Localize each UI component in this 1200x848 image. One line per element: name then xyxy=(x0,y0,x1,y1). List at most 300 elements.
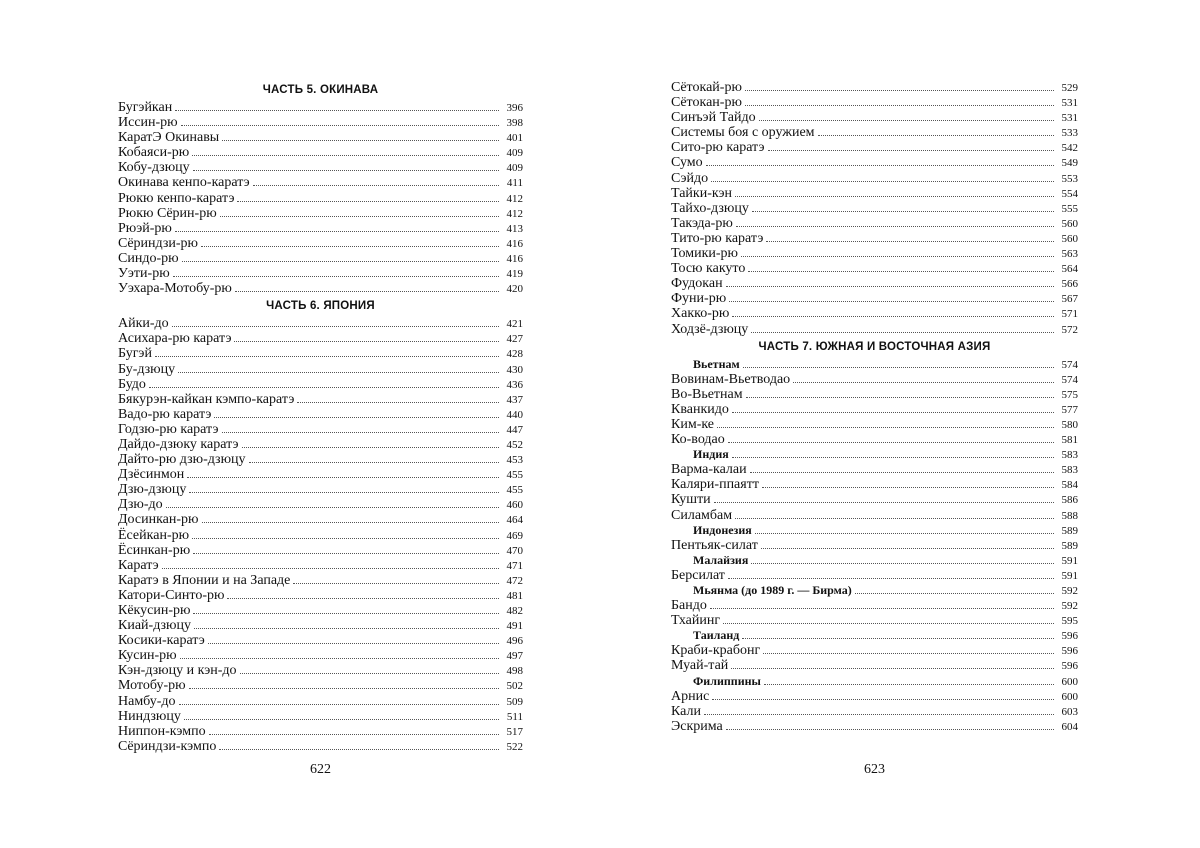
entry-title: Тхайинг xyxy=(671,613,721,629)
toc-entry xyxy=(118,206,523,221)
right-toc xyxy=(671,80,1078,734)
toc-entry xyxy=(671,508,1078,523)
entry-title: Годзю-рю каратэ xyxy=(118,421,219,437)
entry-title: Сёриндзи-рю xyxy=(118,235,198,251)
toc-entry xyxy=(671,568,1078,583)
dot-leader xyxy=(745,86,1054,91)
dot-leader xyxy=(222,428,500,433)
toc-entry xyxy=(671,246,1078,261)
toc-entry xyxy=(671,155,1078,170)
entry-page-number: 455 xyxy=(506,484,523,497)
country-subheading xyxy=(671,447,1078,462)
entry-title: Фудокан xyxy=(671,276,723,292)
entry-page-number: 409 xyxy=(506,147,523,160)
toc-entry xyxy=(118,100,523,115)
entry-title: Ким-ке xyxy=(671,416,715,432)
toc-entry xyxy=(671,689,1078,704)
entry-title: Бандо xyxy=(671,598,707,614)
entry-page-number: 586 xyxy=(1061,494,1078,507)
entry-page-number: 411 xyxy=(506,177,523,190)
toc-entry xyxy=(118,130,523,145)
toc-entry xyxy=(671,643,1078,658)
entry-page-number: 542 xyxy=(1061,142,1078,155)
dot-leader xyxy=(240,669,500,674)
dot-leader xyxy=(180,654,499,659)
entry-title: Эскрима xyxy=(671,718,723,734)
dot-leader xyxy=(728,574,1054,579)
entry-title: Бу-дзюцу xyxy=(118,361,176,377)
toc-entry xyxy=(118,422,523,437)
dot-leader xyxy=(710,604,1054,609)
entry-page-number: 600 xyxy=(1061,675,1078,688)
entry-title: Системы боя с оружием xyxy=(671,125,815,141)
dot-leader xyxy=(736,222,1054,227)
toc-entry xyxy=(118,663,523,678)
dot-leader xyxy=(726,282,1054,287)
entry-page-number: 583 xyxy=(1061,464,1078,477)
entry-title: Бугэй xyxy=(118,346,152,362)
toc-entry xyxy=(671,110,1078,125)
toc-entry xyxy=(671,538,1078,553)
entry-page-number: 471 xyxy=(506,559,523,572)
entry-page-number: 502 xyxy=(506,680,523,693)
entry-page-number: 409 xyxy=(506,162,523,175)
entry-title: Берсилат xyxy=(671,567,725,583)
dot-leader xyxy=(201,242,499,247)
entry-title: Дайдо-дзюку каратэ xyxy=(118,436,239,452)
toc-entry xyxy=(118,724,523,739)
toc-entry xyxy=(118,191,523,206)
entry-title: Намбу-до xyxy=(118,693,176,709)
toc-entry xyxy=(118,633,523,648)
dot-leader xyxy=(742,634,1054,639)
dot-leader xyxy=(175,227,499,232)
toc-entry xyxy=(118,236,523,251)
toc-entry xyxy=(118,543,523,558)
entry-page-number: 401 xyxy=(506,132,523,145)
dot-leader xyxy=(717,423,1054,428)
entry-page-number: 497 xyxy=(506,650,523,663)
dot-leader xyxy=(179,700,499,705)
dot-leader xyxy=(759,116,1054,121)
dot-leader xyxy=(178,368,499,373)
entry-title: Сётокан-рю xyxy=(671,95,742,111)
entry-title: Малайзия xyxy=(693,552,749,567)
dot-leader xyxy=(189,488,499,493)
dot-leader xyxy=(194,624,499,629)
entry-title: Дзю-до xyxy=(118,497,163,513)
dot-leader xyxy=(855,589,1054,594)
dot-leader xyxy=(704,710,1054,715)
entry-page-number: 419 xyxy=(506,268,523,281)
entry-title: Кванкидо xyxy=(671,401,729,417)
country-subheading xyxy=(671,553,1078,568)
dot-leader xyxy=(242,443,499,448)
entry-title: Сэйдо xyxy=(671,170,709,186)
entry-title: Досинкан-рю xyxy=(118,512,199,528)
entry-page-number: 533 xyxy=(1061,127,1078,140)
page-number-right: 623 xyxy=(864,762,885,777)
toc-entry xyxy=(671,492,1078,507)
dot-leader xyxy=(293,579,499,584)
toc-entry xyxy=(671,95,1078,110)
toc-entry xyxy=(671,387,1078,402)
entry-page-number: 596 xyxy=(1061,660,1078,673)
dot-leader xyxy=(192,534,499,539)
entry-page-number: 469 xyxy=(506,529,523,542)
dot-leader xyxy=(227,594,499,599)
dot-leader xyxy=(193,549,499,554)
toc-entry xyxy=(671,291,1078,306)
entry-page-number: 472 xyxy=(506,574,523,587)
dot-leader xyxy=(297,398,499,403)
entry-title: Филиппины xyxy=(693,673,761,688)
entry-title: Кобу-дзюцу xyxy=(118,160,190,176)
entry-title: Сумо xyxy=(671,155,703,171)
entry-title: Рюкю Сёрин-рю xyxy=(118,205,217,221)
entry-page-number: 498 xyxy=(506,665,523,678)
toc-entry xyxy=(118,362,523,377)
dot-leader xyxy=(768,146,1054,151)
toc-entry xyxy=(671,186,1078,201)
entry-title: Ходзё-дзюцу xyxy=(671,321,749,337)
dot-leader xyxy=(731,664,1054,669)
dot-leader xyxy=(761,544,1054,549)
toc-entry xyxy=(118,377,523,392)
entry-title: Ко-водао xyxy=(671,432,725,448)
dot-leader xyxy=(193,609,499,614)
toc-entry xyxy=(118,452,523,467)
entry-page-number: 591 xyxy=(1061,554,1078,567)
entry-page-number: 592 xyxy=(1061,585,1078,597)
dot-leader xyxy=(253,181,499,186)
entry-page-number: 531 xyxy=(1061,112,1078,125)
entry-title: Иссин-рю xyxy=(118,115,178,131)
entry-page-number: 496 xyxy=(506,635,523,648)
entry-page-number: 509 xyxy=(506,695,523,708)
dot-leader xyxy=(181,121,499,126)
entry-page-number: 575 xyxy=(1061,388,1078,401)
entry-title: Мотобу-рю xyxy=(118,678,186,694)
toc-entry xyxy=(118,648,523,663)
dot-leader xyxy=(755,529,1054,534)
entry-title: Каляри-ппаятт xyxy=(671,477,759,493)
entry-page-number: 563 xyxy=(1061,248,1078,261)
entry-title: Кушти xyxy=(671,492,711,508)
dot-leader xyxy=(793,378,1054,383)
entry-title: Синдо-рю xyxy=(118,250,179,266)
entry-title: КаратЭ Окинавы xyxy=(118,130,220,146)
toc-entry xyxy=(118,175,523,190)
entry-page-number: 603 xyxy=(1061,705,1078,718)
toc-entry xyxy=(118,221,523,236)
toc-entry xyxy=(671,125,1078,140)
dot-leader xyxy=(728,438,1054,443)
dot-leader xyxy=(237,197,499,202)
entry-page-number: 588 xyxy=(1061,509,1078,522)
entry-page-number: 591 xyxy=(1061,569,1078,582)
dot-leader xyxy=(748,267,1054,272)
entry-page-number: 416 xyxy=(506,252,523,265)
dot-leader xyxy=(745,101,1054,106)
entry-page-number: 396 xyxy=(506,102,523,114)
entry-title: Бугэйкан xyxy=(118,100,173,115)
entry-title: Тайхо-дзюцу xyxy=(671,200,749,216)
entry-page-number: 572 xyxy=(1061,323,1078,336)
entry-title: Каратэ в Японии и на Западе xyxy=(118,572,291,588)
entry-page-number: 412 xyxy=(506,207,523,220)
toc-entry xyxy=(118,573,523,588)
entry-title: Индонезия xyxy=(693,522,752,537)
entry-page-number: 491 xyxy=(506,620,523,633)
entry-page-number: 455 xyxy=(506,469,523,482)
toc-entry xyxy=(671,231,1078,246)
dot-leader xyxy=(222,136,499,141)
entry-page-number: 531 xyxy=(1061,97,1078,110)
entry-title: Пентьяк-силат xyxy=(671,537,758,553)
entry-page-number: 470 xyxy=(506,544,523,557)
entry-title: Уэти-рю xyxy=(118,266,170,282)
dot-leader xyxy=(219,745,499,750)
dot-leader xyxy=(762,483,1054,488)
toc-entry xyxy=(671,462,1078,477)
toc-entry xyxy=(671,402,1078,417)
toc-entry xyxy=(671,171,1078,186)
dot-leader xyxy=(729,297,1054,302)
entry-title: Индия xyxy=(693,447,729,462)
entry-page-number: 574 xyxy=(1061,358,1078,371)
toc-entry xyxy=(118,528,523,543)
dot-leader xyxy=(208,639,499,644)
entry-page-number: 589 xyxy=(1061,539,1078,552)
entry-page-number: 554 xyxy=(1061,187,1078,200)
entry-title: Силамбам xyxy=(671,507,733,523)
entry-title: Бякурэн-кайкан кэмпо-каратэ xyxy=(118,391,295,407)
toc-entry xyxy=(671,704,1078,719)
entry-page-number: 584 xyxy=(1061,479,1078,492)
entry-title: Рюэй-рю xyxy=(118,220,172,236)
entry-title: Кусин-рю xyxy=(118,648,177,664)
dot-leader xyxy=(706,161,1054,166)
dot-leader xyxy=(192,151,499,156)
country-subheading xyxy=(671,674,1078,689)
entry-title: Кёкусин-рю xyxy=(118,603,191,618)
dot-leader xyxy=(173,272,499,277)
entry-page-number: 482 xyxy=(506,605,523,617)
entry-page-number: 577 xyxy=(1061,403,1078,416)
entry-page-number: 604 xyxy=(1061,720,1078,733)
entry-page-number: 592 xyxy=(1061,600,1078,613)
toc-entry xyxy=(118,437,523,452)
dot-leader xyxy=(732,312,1054,317)
entry-page-number: 595 xyxy=(1061,615,1078,628)
toc-entry xyxy=(118,497,523,512)
country-subheading xyxy=(671,357,1078,372)
dot-leader xyxy=(741,252,1054,257)
dot-leader xyxy=(726,725,1054,730)
entry-title: Арнис xyxy=(671,688,710,704)
dot-leader xyxy=(735,514,1054,519)
entry-page-number: 567 xyxy=(1061,293,1078,306)
entry-page-number: 416 xyxy=(506,237,523,250)
section-heading: ЧАСТЬ 7. ЮЖНАЯ И ВОСТОЧНАЯ АЗИЯ xyxy=(758,340,991,353)
dot-leader xyxy=(723,619,1054,624)
entry-page-number: 517 xyxy=(506,725,523,738)
entry-title: Дайто-рю дзю-дзюцу xyxy=(118,452,246,468)
dot-leader xyxy=(220,212,499,217)
entry-page-number: 589 xyxy=(1061,524,1078,537)
toc-entry xyxy=(118,145,523,160)
entry-title: Краби-крабонг xyxy=(671,643,761,659)
toc-entry xyxy=(671,613,1078,628)
entry-title: Катори-Синто-рю xyxy=(118,587,225,603)
entry-title: Вадо-рю каратэ xyxy=(118,406,212,422)
dot-leader xyxy=(209,730,499,735)
toc-entry xyxy=(118,331,523,346)
entry-page-number: 447 xyxy=(506,423,523,436)
toc-entry xyxy=(118,482,523,497)
entry-title: Уэхара-Мотобу-рю xyxy=(118,281,232,297)
dot-leader xyxy=(750,468,1054,473)
toc-entry xyxy=(671,80,1078,95)
entry-title: Каратэ xyxy=(118,557,159,573)
entry-page-number: 460 xyxy=(506,499,523,512)
dot-leader xyxy=(193,166,499,171)
country-subheading xyxy=(671,523,1078,538)
toc-entry xyxy=(671,201,1078,216)
toc-entry xyxy=(118,694,523,709)
dot-leader xyxy=(184,715,499,720)
entry-page-number: 421 xyxy=(506,318,523,331)
toc-entry xyxy=(118,588,523,603)
entry-title: Тосю какуто xyxy=(671,261,746,277)
entry-title: Ёсейкан-рю xyxy=(118,527,190,543)
entry-title: Тайки-кэн xyxy=(671,185,732,201)
entry-title: Асихара-рю каратэ xyxy=(118,331,232,347)
entry-page-number: 560 xyxy=(1061,217,1078,230)
dot-leader xyxy=(818,131,1054,136)
entry-page-number: 600 xyxy=(1061,690,1078,703)
entry-title: Синъэй Тайдо xyxy=(671,110,756,126)
entry-title: Муай-тай xyxy=(671,658,729,674)
toc-entry xyxy=(671,417,1078,432)
entry-title: Вовинам-Вьетводао xyxy=(671,371,791,387)
dot-leader xyxy=(764,680,1054,685)
toc-entry xyxy=(118,678,523,693)
entry-title: Дзю-дзюцу xyxy=(118,482,187,498)
toc-entry xyxy=(118,281,523,296)
entry-page-number: 436 xyxy=(506,378,523,391)
dot-leader xyxy=(751,559,1054,564)
entry-page-number: 430 xyxy=(506,363,523,376)
toc-entry xyxy=(118,407,523,422)
dot-leader xyxy=(751,328,1054,333)
entry-page-number: 583 xyxy=(1061,449,1078,462)
left-toc xyxy=(118,80,523,754)
toc-entry xyxy=(671,306,1078,321)
toc-entry xyxy=(118,618,523,633)
toc-entry xyxy=(118,467,523,482)
entry-title: Косики-каратэ xyxy=(118,633,205,649)
toc-entry xyxy=(118,160,523,175)
toc-entry xyxy=(671,140,1078,155)
dot-leader xyxy=(234,337,499,342)
entry-title: Кали xyxy=(671,703,701,719)
entry-title: Рюкю кенпо-каратэ xyxy=(118,190,235,206)
entry-title: Таиланд xyxy=(693,628,740,643)
entry-page-number: 427 xyxy=(506,333,523,346)
toc-entry xyxy=(118,558,523,573)
entry-page-number: 596 xyxy=(1061,630,1078,643)
dot-leader xyxy=(712,695,1054,700)
entry-title: Фуни-рю xyxy=(671,291,727,307)
toc-entry xyxy=(118,115,523,130)
toc-entry xyxy=(671,598,1078,613)
entry-page-number: 549 xyxy=(1061,157,1078,170)
toc-entry xyxy=(671,261,1078,276)
dot-leader xyxy=(746,393,1054,398)
entry-page-number: 560 xyxy=(1061,232,1078,245)
dot-leader xyxy=(743,363,1054,368)
entry-title: Кобаяси-рю xyxy=(118,145,190,161)
dot-leader xyxy=(732,408,1054,413)
entry-page-number: 529 xyxy=(1061,82,1078,94)
dot-leader xyxy=(175,106,499,111)
entry-page-number: 511 xyxy=(506,710,523,723)
entry-title: Дзёсинмон xyxy=(118,467,185,483)
entry-title: Кэн-дзюцу и кэн-до xyxy=(118,663,237,679)
entry-page-number: 574 xyxy=(1061,373,1078,386)
entry-title: Будо xyxy=(118,376,146,392)
toc-entry xyxy=(671,432,1078,447)
toc-entry xyxy=(671,719,1078,734)
dot-leader xyxy=(162,564,499,569)
toc-entry xyxy=(118,392,523,407)
toc-entry xyxy=(118,512,523,527)
entry-title: Ниппон-кэмпо xyxy=(118,723,206,739)
entry-title: Во-Вьетнам xyxy=(671,386,743,402)
toc-entry xyxy=(118,316,523,331)
dot-leader xyxy=(187,473,499,478)
section-heading: ЧАСТЬ 5. ОКИНАВА xyxy=(262,84,379,96)
toc-entry xyxy=(118,346,523,361)
toc-entry xyxy=(671,658,1078,673)
dot-leader xyxy=(182,257,499,262)
toc-entry xyxy=(671,322,1078,337)
entry-title: Варма-калаи xyxy=(671,462,747,478)
dot-leader xyxy=(166,503,499,508)
toc-entry xyxy=(671,477,1078,492)
entry-page-number: 580 xyxy=(1061,418,1078,431)
entry-page-number: 581 xyxy=(1061,434,1078,447)
entry-page-number: 412 xyxy=(506,192,523,205)
entry-title: Ниндзюцу xyxy=(118,708,181,724)
entry-page-number: 553 xyxy=(1061,172,1078,185)
entry-title: Окинава кенпо-каратэ xyxy=(118,175,250,191)
entry-page-number: 566 xyxy=(1061,278,1078,291)
entry-title: Томики-рю xyxy=(671,246,738,262)
entry-page-number: 428 xyxy=(506,348,523,361)
dot-leader xyxy=(752,207,1054,212)
entry-page-number: 596 xyxy=(1061,645,1078,658)
dot-leader xyxy=(189,684,499,689)
entry-title: Сито-рю каратэ xyxy=(671,140,765,156)
dot-leader xyxy=(249,458,499,463)
entry-title: Сёриндзи-кэмпо xyxy=(118,738,217,754)
page-number-left: 622 xyxy=(310,762,331,777)
entry-title: Хакко-рю xyxy=(671,306,730,322)
entry-page-number: 437 xyxy=(506,393,523,406)
